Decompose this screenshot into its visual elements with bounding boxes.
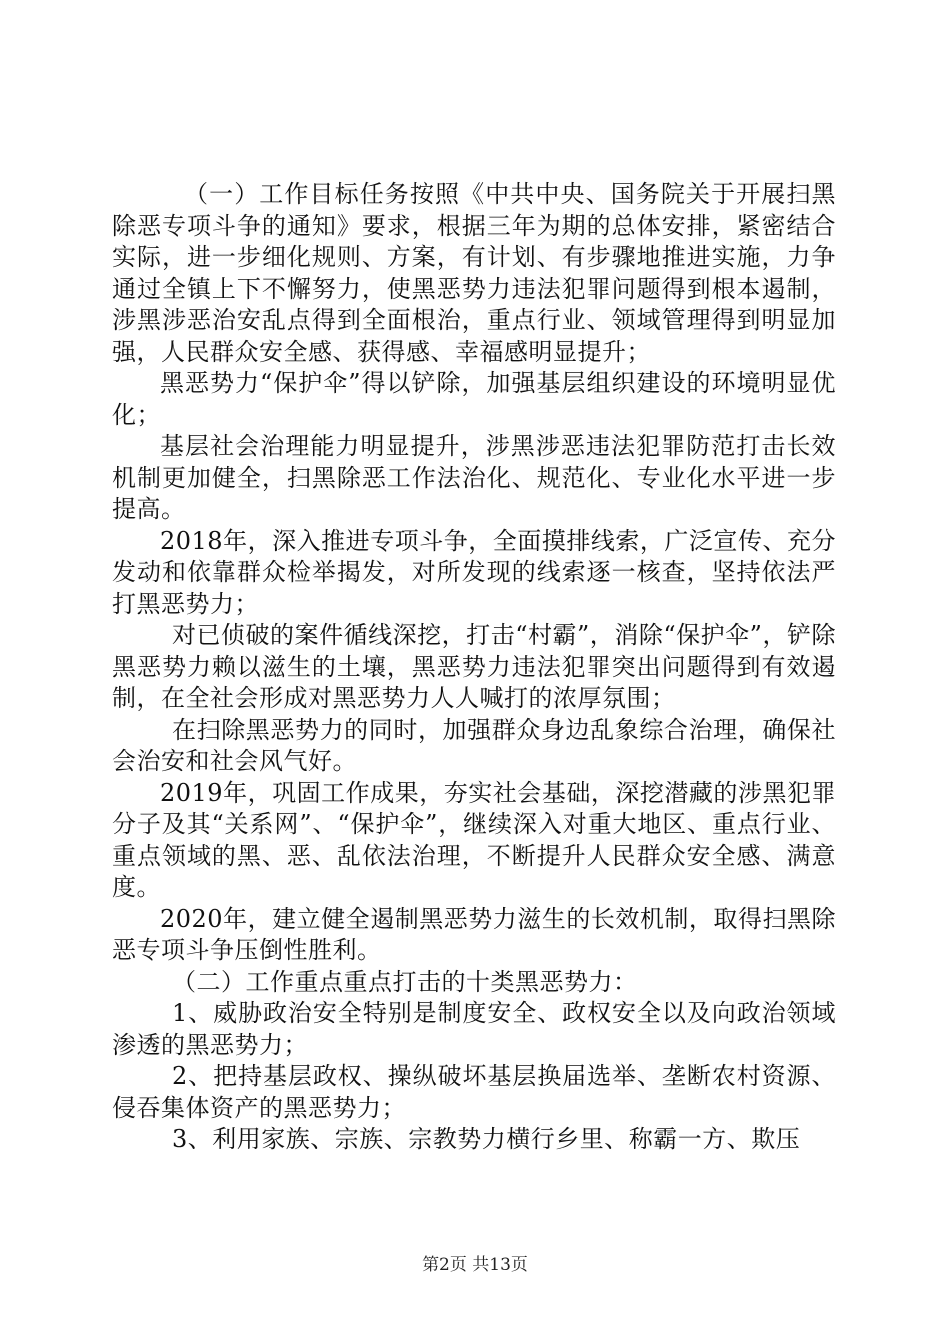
list-item-1: 1、威胁政治安全特别是制度安全、政权安全以及向政治领域渗透的黑恶势力； <box>112 999 836 1059</box>
document-body <box>112 179 836 1156</box>
list-item-3: 3、利用家族、宗族、宗教势力横行乡里、称霸一方、欺压 <box>172 1125 801 1153</box>
paragraph-2018: 2018年，深入推进专项斗争，全面摸排线索，广泛宣传、充分发动和依靠群众检举揭发，对所发现的线索逐一核查，坚持依法严打黑恶势力； <box>112 526 836 618</box>
list-item-2: 2、把持基层政权、操纵破坏基层换届选举、垄断农村资源、侵吞集体资产的黑恶势力； <box>112 1062 836 1122</box>
paragraph-work-focus: （二）工作重点重点打击的十类黑恶势力： <box>172 967 638 996</box>
paragraph-2020: 2020年，建立健全遏制黑恶势力滋生的长效机制，取得扫黑除恶专项斗争压倒性胜利。 <box>112 904 836 964</box>
paragraph-work-goals: （一）工作目标任务按照《中共中央、国务院关于开展扫黑除恶专项斗争的通知》要求，根据三年为期的总体安排，紧密结合实际，进一步细化规则、方案，有计划、有步骤地推进实施，力争通过全镇上下不懈努力，使黑恶势力违法犯罪问题得到根本遏制，涉黑涉恶治安乱点得到全面根治，重点行业、领域管理得到明显加强，人民群众安全感、获得感、幸福感明显提升； <box>112 180 836 366</box>
paragraph-case-investigation: 对已侦破的案件循线深挖，打击“村霸”，消除“保护伞”，铲除黑恶势力赖以滋生的土壤，黑恶势力违法犯罪突出问题得到有效遏制，在全社会形成对黑恶势力人人喊打的浓厚氛围； <box>112 621 836 712</box>
paragraph-protective-umbrella: 黑恶势力“保护伞”得以铲除，加强基层组织建设的环境明显优化； <box>112 369 836 429</box>
paragraph-social-order: 在扫除黑恶势力的同时，加强群众身边乱象综合治理，确保社会治安和社会风气好。 <box>112 715 836 775</box>
page-footer: 第2页 共13页 <box>422 1255 528 1275</box>
paragraph-grassroots-governance: 基层社会治理能力明显提升，涉黑涉恶违法犯罪防范打击长效机制更加健全，扫黑除恶工作法治化、规范化、专业化水平进一步提高。 <box>112 432 836 523</box>
paragraph-2019: 2019年，巩固工作成果，夯实社会基础，深挖潜藏的涉黑犯罪分子及其“关系网”、“保护伞”，继续深入对重大地区、重点行业、重点领域的黑、恶、乱依法治理，不断提升人民群众安全感、满意度。 <box>112 778 836 901</box>
